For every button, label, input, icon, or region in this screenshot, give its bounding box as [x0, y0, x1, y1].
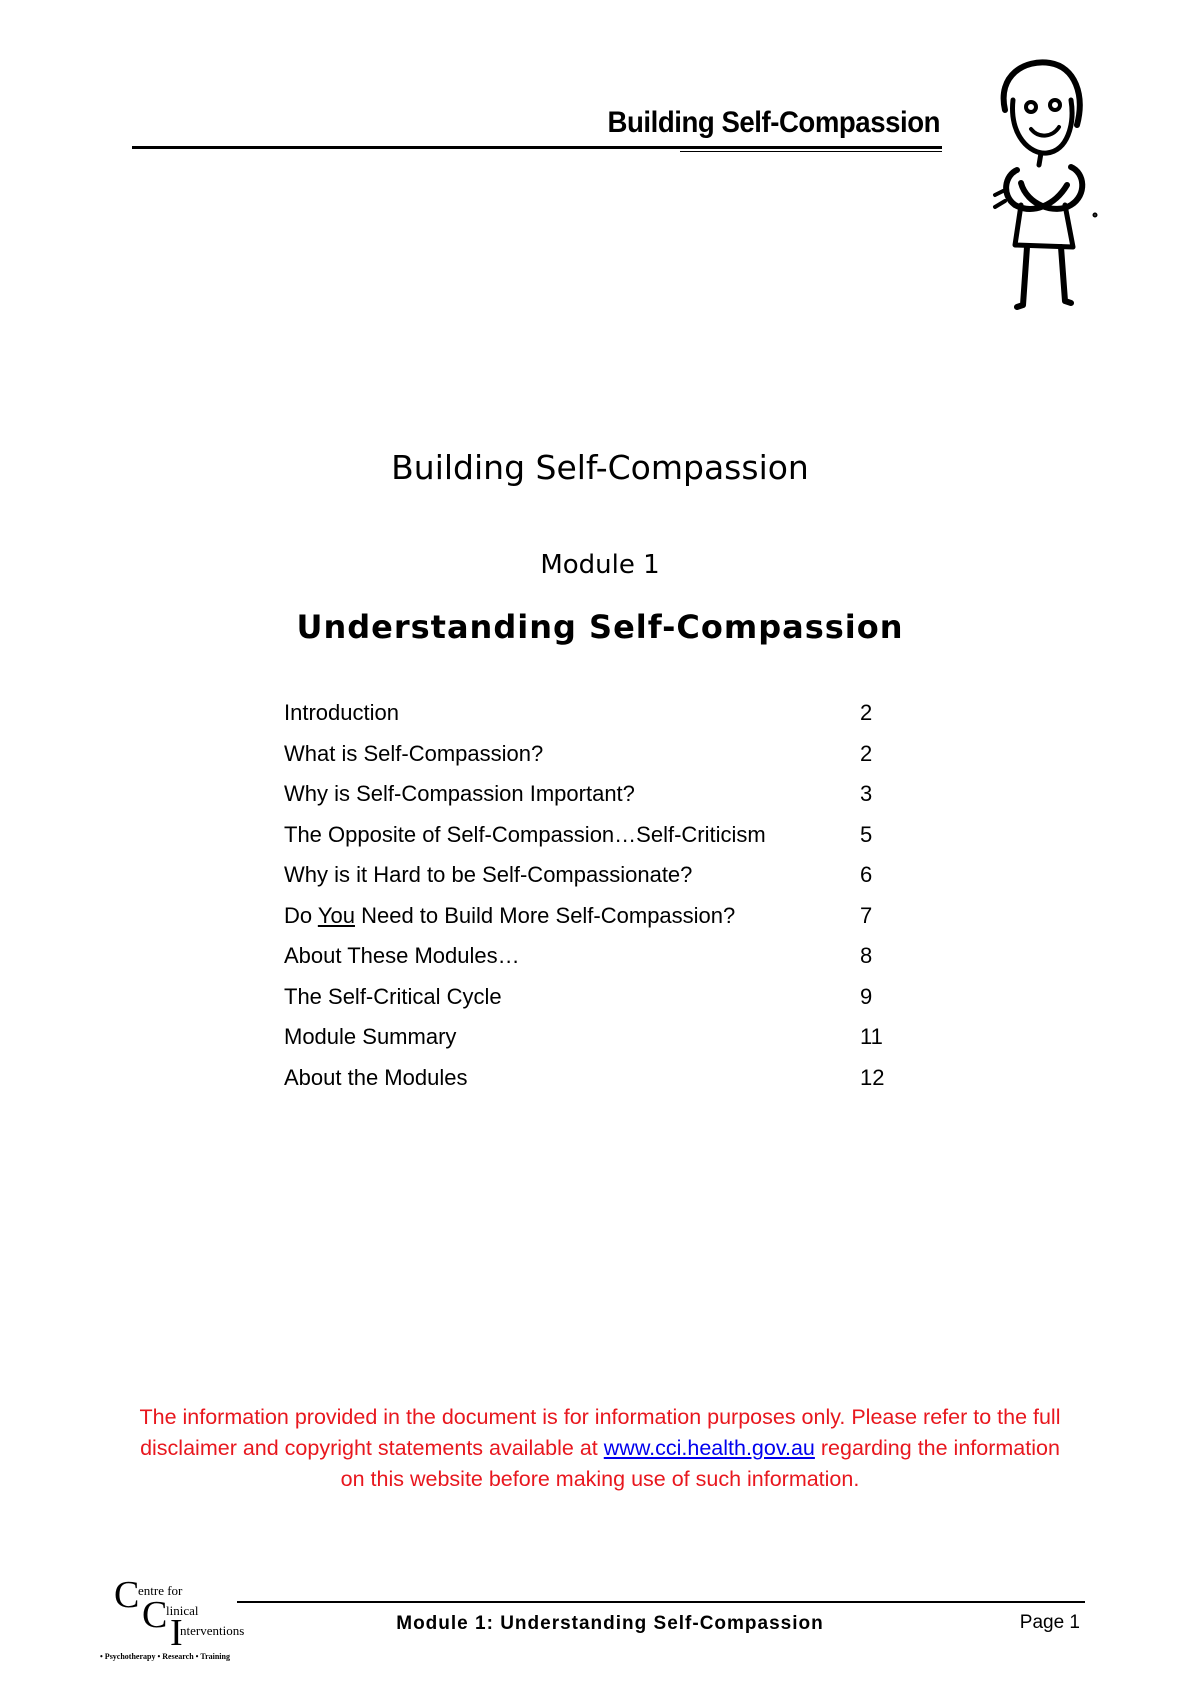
toc-row: [284, 903, 904, 944]
toc-page: 6: [860, 862, 873, 887]
footer-title: Module 1: Understanding Self-Compassion: [396, 1613, 824, 1634]
toc-label: Why is Self-Compassion Important?: [284, 781, 635, 806]
toc-label: About the Modules: [284, 1064, 468, 1090]
toc-label-part: Need to Build More Self-Compassion?: [354, 902, 736, 928]
logo-text: entre for: [138, 1583, 183, 1598]
toc-page: 2: [860, 740, 873, 766]
footer-rule: [237, 1601, 1085, 1603]
header-title: Building Self-Compassion: [607, 106, 940, 139]
toc-page: 5: [860, 821, 873, 847]
table-of-contents: [284, 700, 904, 1105]
footer-page-number: Page 1: [1019, 1612, 1080, 1633]
toc-label: [284, 903, 735, 929]
disclaimer: [130, 1402, 1070, 1495]
cci-website-link[interactable]: www.cci.health.gov.au: [603, 1436, 815, 1460]
cci-logo: [100, 1576, 290, 1666]
toc-page: 8: [860, 943, 873, 968]
toc-page: 12: [860, 1064, 885, 1090]
toc-label: The Opposite of Self-Compassion…Self-Criticism: [284, 821, 766, 847]
document-title: Building Self-Compassion: [391, 448, 809, 487]
toc-page: 3: [860, 781, 873, 806]
toc-page: 9: [860, 983, 873, 1009]
toc-row: [284, 1024, 904, 1065]
toc-page: 7: [860, 902, 873, 928]
toc-row: [284, 943, 904, 984]
toc-label: Introduction: [284, 700, 399, 725]
logo-letter: C: [114, 1574, 140, 1616]
disclaimer-text: regarding the information on this website before making use of such information.: [340, 1436, 1060, 1491]
toc-label: About These Modules…: [284, 943, 520, 968]
header-rule: [132, 146, 942, 149]
stick-figure-hugging-self-illustration: [975, 55, 1105, 315]
toc-label-part: Do: [284, 902, 318, 928]
toc-label-emphasis: You: [317, 902, 355, 928]
logo-text: linical: [166, 1603, 199, 1618]
toc-row: [284, 822, 904, 863]
logo-letter: C: [142, 1594, 168, 1636]
header-rule-thin: [680, 151, 942, 152]
logo-text: nterventions: [180, 1623, 245, 1638]
toc-label: The Self-Critical Cycle: [284, 983, 502, 1009]
logo-letter: I: [170, 1612, 183, 1654]
toc-label: Why is it Hard to be Self-Compassionate?: [284, 862, 693, 887]
toc-row: [284, 984, 904, 1025]
toc-page: 11: [860, 1024, 883, 1049]
module-name: Understanding Self-Compassion: [296, 608, 904, 646]
module-number: Module 1: [540, 550, 660, 580]
toc-label: What is Self-Compassion?: [284, 740, 544, 766]
disclaimer-text: The information provided in the document is for information purposes only. Please refer to the full disclaimer and copyright statements available at: [139, 1405, 1061, 1460]
toc-page: 2: [860, 700, 873, 725]
toc-label: Module Summary: [284, 1024, 457, 1049]
toc-row: [284, 1065, 904, 1106]
logo-tagline: • Psychotherapy • Research • Training: [100, 1652, 230, 1661]
toc-row: [284, 862, 904, 903]
toc-row: [284, 781, 904, 822]
toc-row: [284, 700, 904, 741]
toc-row: [284, 741, 904, 782]
